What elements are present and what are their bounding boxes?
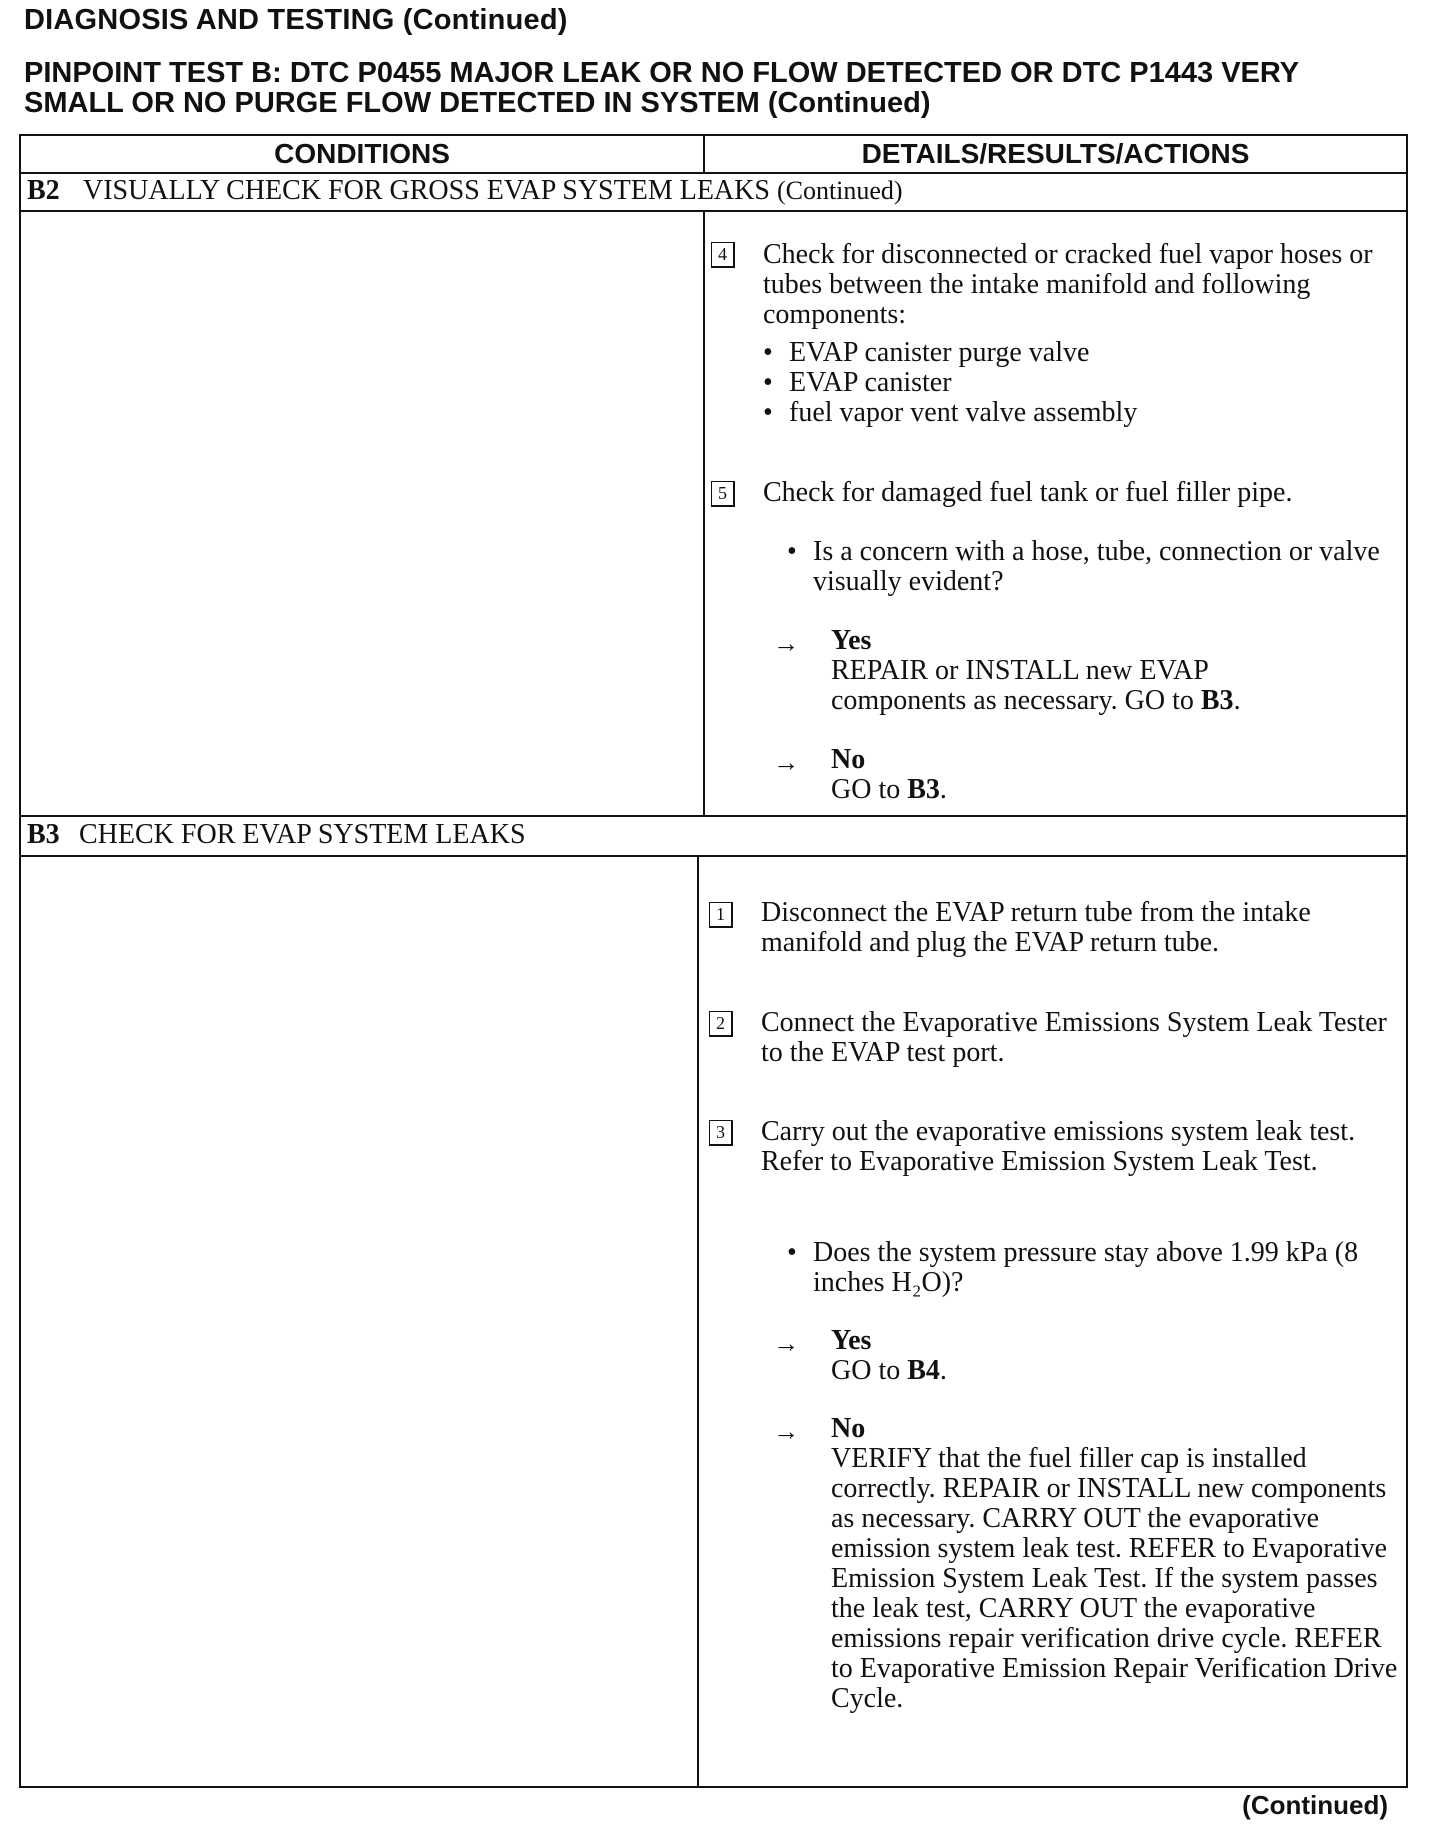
test-title-line-1: PINPOINT TEST B: DTC P0455 MAJOR LEAK OR NO FLOW DETECTED OR DTC P1443 VERY (24, 57, 1300, 89)
arrow-right-icon: → (773, 748, 799, 777)
no-label: No (831, 744, 866, 775)
step-id: B2 (27, 175, 60, 206)
divider (21, 815, 1406, 817)
arrow-right-icon: → (773, 1329, 799, 1358)
b3-step3-no (831, 1414, 1403, 1714)
list-item: • EVAP canister (789, 368, 1389, 398)
no-text: GO to (831, 774, 901, 805)
yes-label: Yes (831, 625, 872, 656)
no-label: No (831, 1413, 866, 1444)
arrow-right-icon: → (773, 629, 799, 658)
divider (21, 210, 1406, 212)
b2-step5-text: Check for damaged fuel tank or fuel filler pipe. (763, 477, 1293, 508)
step-id: B3 (27, 819, 60, 850)
divider (21, 855, 1406, 857)
b2-step4-text: Check for disconnected or cracked fuel vapor hoses or tubes between the intake manifold and following components: (763, 239, 1373, 330)
b2-step5-yes: Yes REPAIR or INSTALL new EVAP components as necessary. GO to B3. (831, 626, 1291, 716)
pinpoint-test-table (19, 134, 1408, 1788)
no-goto: B3 (907, 774, 940, 805)
step-number-box: 2 (709, 1011, 733, 1037)
step-heading-b2 (27, 174, 903, 208)
step-number-box: 4 (711, 242, 735, 268)
arrow-right-icon: → (773, 1417, 799, 1446)
list-item: • fuel vapor vent valve assembly (789, 398, 1389, 428)
b3-step1-text: Disconnect the EVAP return tube from the intake manifold and plug the EVAP return tube. (761, 897, 1311, 958)
step-number-box: 1 (709, 902, 733, 928)
b3-step2-text: Connect the Evaporative Emissions System Leak Tester to the EVAP test port. (761, 1007, 1387, 1068)
yes-goto: B3 (1200, 685, 1234, 716)
divider (697, 855, 699, 1786)
step-title-suffix: (Continued) (776, 176, 903, 205)
conditions-column-header: CONDITIONS (274, 138, 450, 169)
question-text: • Does the system pressure stay above 1.99 kPa (8 inches H₂O)? (813, 1238, 1373, 1298)
step-title: VISUALLY CHECK FOR GROSS EVAP SYSTEM LEAKS (83, 175, 770, 206)
b3-step3-yes: Yes GO to B4. (831, 1326, 1291, 1386)
test-title-line-2: SMALL OR NO PURGE FLOW DETECTED IN SYSTEM (Continued) (24, 87, 931, 119)
yes-label: Yes (831, 1325, 872, 1356)
pinpoint-test-title (24, 58, 1424, 118)
b3-step3-text: Carry out the evaporative emissions system leak test. Refer to Evaporative Emission System Leak Test. (761, 1116, 1356, 1177)
divider (703, 210, 705, 815)
no-text: VERIFY that the fuel filler cap is installed correctly. REPAIR or INSTALL new components as necessary. CARRY OUT the evaporative emission system leak test. REFER to Evaporative Emission System Leak Test. If the system passes the leak test, CARRY OUT the evaporative emissions repair verification drive cycle. REFER to Evaporative Emission Repair Verification Drive Cycle. (831, 1443, 1398, 1714)
list-item: • EVAP canister purge valve (789, 338, 1389, 368)
continued-label: (Continued) (1242, 1790, 1388, 1820)
question-text: • Is a concern with a hose, tube, connection or valve visually evident? (813, 537, 1393, 597)
step-number-box: 3 (709, 1120, 733, 1146)
details-column-header: DETAILS/RESULTS/ACTIONS (861, 138, 1250, 169)
b3-step3-question (813, 1238, 1373, 1298)
b2-step4-list (789, 338, 1389, 428)
page-title: DIAGNOSIS AND TESTING (Continued) (24, 4, 568, 36)
b2-step5-question (813, 537, 1393, 597)
b2-step5-no: No GO to B3. (831, 745, 1291, 805)
step-number-box: 5 (711, 481, 735, 507)
divider (703, 136, 705, 172)
yes-goto: B4 (907, 1355, 940, 1386)
step-title: CHECK FOR EVAP SYSTEM LEAKS (79, 819, 526, 850)
yes-text: GO to (831, 1355, 901, 1386)
step-heading-b3 (27, 818, 526, 852)
yes-text: REPAIR or INSTALL new EVAP components as necessary. GO to (831, 655, 1208, 716)
